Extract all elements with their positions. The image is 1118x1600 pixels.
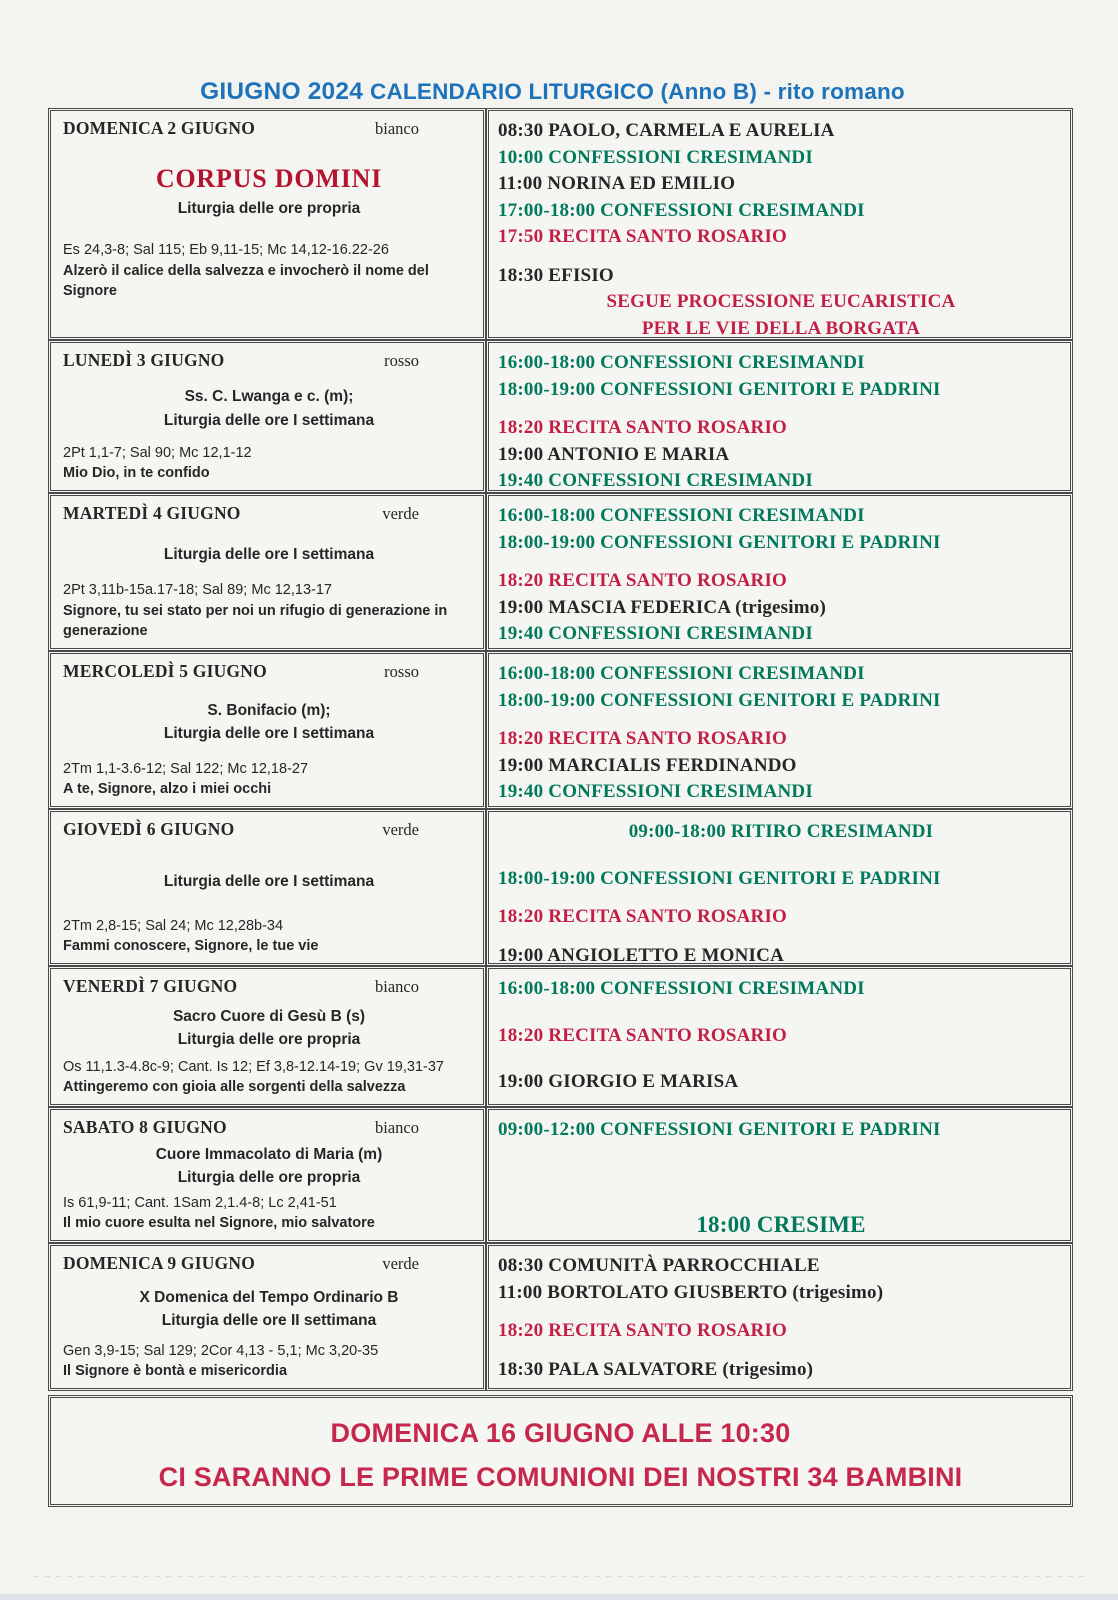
day-header <box>63 976 475 997</box>
spacer <box>63 1274 475 1286</box>
schedule-entry: 19:40 CONFESSIONI CRESIMANDI <box>498 781 813 802</box>
day-header <box>63 503 475 524</box>
day-name: SABATO 8 GIUGNO <box>63 1117 227 1137</box>
day-info-cell <box>48 108 486 340</box>
banner-wrap <box>48 1393 1073 1507</box>
readings-line: Es 24,3-8; Sal 115; Eb 9,11-15; Mc 14,12-16.22-26 <box>63 242 389 259</box>
celebration-line: X Domenica del Tempo Ordinario B <box>139 1288 399 1306</box>
celebration-line: Liturgia delle ore I settimana <box>163 411 375 429</box>
readings-block <box>63 759 475 800</box>
day-schedule-cell <box>486 108 1073 340</box>
schedule-entry: PER LE VIE DELLA BORGATA <box>641 317 921 339</box>
scan-artifact-line <box>34 1576 1084 1577</box>
celebration-line: Liturgia delle ore propria <box>177 1030 361 1048</box>
schedule-entry: 09:00-12:00 CONFESSIONI GENITORI E PADRINI <box>498 1119 941 1140</box>
schedule-entry: 18:00-19:00 CONFESSIONI GENITORI E PADRINI <box>498 689 941 711</box>
readings-block <box>63 443 475 484</box>
day-liturgical-color: verde <box>382 504 419 523</box>
readings-block <box>63 1341 475 1382</box>
schedule-entry: 18:20 RECITA SANTO ROSARIO <box>498 1024 788 1046</box>
schedule-entry: SEGUE PROCESSIONE EUCARISTICA <box>606 291 956 312</box>
celebration-block <box>63 1143 475 1190</box>
day-row <box>48 1243 1073 1391</box>
schedule-entry: 11:00 NORINA ED EMILIO <box>498 173 736 194</box>
readings-line: 2Pt 1,1-7; Sal 90; Mc 12,1-12 <box>63 444 252 461</box>
schedule-entry: 18:00 CRESIME <box>696 1211 866 1237</box>
celebration-line: S. Bonifacio (m); <box>207 702 331 720</box>
celebration-block <box>63 1005 475 1052</box>
day-liturgical-color: bianco <box>375 977 419 996</box>
day-header <box>63 661 475 682</box>
schedule-entry: 16:00-18:00 CONFESSIONI CRESIMANDI <box>498 352 865 373</box>
celebration-line: Liturgia delle ore I settimana <box>163 872 375 890</box>
schedule-entry: 18:20 RECITA SANTO ROSARIO <box>498 417 788 438</box>
celebration-block <box>63 197 475 220</box>
spacer <box>63 746 475 759</box>
day-schedule-cell <box>486 340 1073 493</box>
day-liturgical-color: rosso <box>384 351 419 370</box>
day-schedule-cell <box>486 493 1073 651</box>
schedule-entry: 19:00 MARCIALIS FERDINANDO <box>498 754 797 776</box>
schedule-entry: 19:00 ANTONIO E MARIA <box>498 443 730 465</box>
schedule-entry: 08:30 PAOLO, CARMELA E AURELIA <box>498 120 835 141</box>
day-name: LUNEDÌ 3 GIUGNO <box>63 350 225 370</box>
day-name: DOMENICA 9 GIUGNO <box>63 1253 256 1273</box>
schedule-entry: 18:00-19:00 CONFESSIONI GENITORI E PADRINI <box>498 867 941 889</box>
celebration-block <box>63 1286 475 1333</box>
day-name: DOMENICA 2 GIUGNO <box>63 118 256 138</box>
spacer <box>63 432 475 443</box>
day-liturgical-color: bianco <box>375 119 419 138</box>
celebration-block <box>63 543 475 566</box>
schedule-entry: 11:00 BORTOLATO GIUSBERTO (trigesimo) <box>498 1281 884 1303</box>
schedule-entry: 19:40 CONFESSIONI CRESIMANDI <box>498 470 813 491</box>
day-liturgical-color: bianco <box>375 1118 419 1137</box>
response-line: Signore, tu sei stato per noi un rifugio di generazione in generazione <box>63 602 448 640</box>
day-liturgical-color: verde <box>382 1254 419 1273</box>
readings-block <box>63 1057 475 1098</box>
response-line: Mio Dio, in te confido <box>63 465 210 482</box>
celebration-line: Sacro Cuore di Gesù B (s) <box>172 1007 366 1025</box>
day-schedule-cell <box>486 1107 1073 1243</box>
spacer <box>63 524 475 543</box>
spacer <box>63 139 475 164</box>
schedule-entry: 18:20 RECITA SANTO ROSARIO <box>498 1320 788 1341</box>
schedule-entry: 16:00-18:00 CONFESSIONI CRESIMANDI <box>498 978 865 999</box>
spacer <box>63 1332 475 1341</box>
schedule-entry: 09:00-18:00 RITIRO CRESIMANDI <box>628 821 934 842</box>
schedule-entry: 10:00 CONFESSIONI CRESIMANDI <box>498 146 813 168</box>
readings-line: Gen 3,9-15; Sal 129; 2Cor 4,13 - 5,1; Mc 3,20-35 <box>63 1342 379 1359</box>
schedule-entry: 16:00-18:00 CONFESSIONI CRESIMANDI <box>498 505 865 526</box>
day-name: MARTEDÌ 4 GIUGNO <box>63 503 241 523</box>
readings-line: Is 61,9-11; Cant. 1Sam 2,1.4-8; Lc 2,41-51 <box>63 1194 337 1211</box>
celebration-line: Liturgia delle ore propria <box>177 200 361 218</box>
feast-title: CORPUS DOMINI <box>155 164 383 194</box>
day-row <box>48 809 1073 966</box>
day-name: MERCOLEDÌ 5 GIUGNO <box>63 661 267 681</box>
schedule-entry: 17:00-18:00 CONFESSIONI CRESIMANDI <box>498 199 865 221</box>
readings-line: Os 11,1.3-4.8c-9; Cant. Is 12; Ef 3,8-12.14-19; Gv 19,31-37 <box>63 1058 444 1075</box>
day-schedule-cell <box>486 1243 1073 1391</box>
readings-line: 2Tm 2,8-15; Sal 24; Mc 12,28b-34 <box>63 917 284 934</box>
day-info-cell <box>48 1243 486 1391</box>
schedule-entry: 18:00-19:00 CONFESSIONI GENITORI E PADRINI <box>498 378 941 400</box>
response-line: Alzerò il calice della salvezza e invocherò il nome del Signore <box>63 262 429 300</box>
response-line: Fammi conoscere, Signore, le tue vie <box>63 938 319 955</box>
day-info-cell <box>48 651 486 809</box>
schedule-entry: 18:30 PALA SALVATORE (trigesimo) <box>498 1358 814 1380</box>
response-line: Il mio cuore esulta nel Signore, mio salvatore <box>63 1215 375 1232</box>
day-schedule-cell <box>486 651 1073 809</box>
day-name: GIOVEDÌ 6 GIUGNO <box>63 819 235 839</box>
schedule-entry: 18:20 RECITA SANTO ROSARIO <box>498 570 788 591</box>
schedule-entry: 08:30 COMUNITÀ PARROCCHIALE <box>498 1255 820 1276</box>
celebration-block <box>63 699 475 746</box>
day-header <box>63 118 475 139</box>
celebration-block <box>63 385 475 432</box>
schedule-entry: 16:00-18:00 CONFESSIONI CRESIMANDI <box>498 663 865 684</box>
spacer <box>63 997 475 1005</box>
spacer <box>63 840 475 870</box>
celebration-line: Cuore Immacolato di Maria (m) <box>155 1145 383 1163</box>
scan-edge-band <box>0 1594 1118 1600</box>
schedule-entry: 19:40 CONFESSIONI CRESIMANDI <box>498 623 813 644</box>
page-title <box>40 78 1065 106</box>
readings-block <box>63 1193 475 1234</box>
readings-block <box>63 240 475 302</box>
calendar-table <box>48 108 1073 1391</box>
day-header <box>63 1117 475 1138</box>
title-rest: CALENDARIO LITURGICO (Anno B) - rito romano <box>370 79 905 104</box>
spacer <box>63 302 475 331</box>
celebration-line: Ss. C. Lwanga e c. (m); <box>184 388 354 406</box>
readings-block <box>63 916 475 957</box>
day-header <box>63 1253 475 1274</box>
readings-line: 2Pt 3,11b-15a.17-18; Sal 89; Mc 12,13-17 <box>63 582 332 599</box>
banner-line-2: CI SARANNO LE PRIME COMUNIONI DEI NOSTRI 34 BAMBINI <box>158 1462 963 1492</box>
day-schedule-cell <box>486 966 1073 1107</box>
day-row <box>48 1107 1073 1243</box>
spacer <box>63 566 475 580</box>
spacer <box>63 371 475 385</box>
day-liturgical-color: verde <box>382 820 419 839</box>
day-info-cell <box>48 493 486 651</box>
readings-line: 2Tm 1,1-3.6-12; Sal 122; Mc 12,18-27 <box>63 760 309 777</box>
announcement-banner <box>48 1395 1073 1507</box>
day-row <box>48 108 1073 340</box>
celebration-block <box>63 870 475 893</box>
day-info-cell <box>48 1107 486 1243</box>
schedule-entry: 18:20 RECITA SANTO ROSARIO <box>498 906 788 927</box>
day-info-cell <box>48 340 486 493</box>
day-header <box>63 819 475 840</box>
day-name: VENERDÌ 7 GIUGNO <box>63 976 238 996</box>
celebration-line: Liturgia delle ore I settimana <box>163 545 375 563</box>
schedule-entry: 18:00-19:00 CONFESSIONI GENITORI E PADRINI <box>498 531 941 553</box>
schedule-entry: 19:00 GIORGIO E MARISA <box>498 1071 739 1092</box>
title-month: GIUGNO 2024 <box>200 78 371 105</box>
celebration-line: Liturgia delle ore II settimana <box>161 1311 377 1329</box>
day-liturgical-color: rosso <box>384 662 419 681</box>
day-row <box>48 493 1073 651</box>
celebration-line: Liturgia delle ore propria <box>177 1168 361 1186</box>
response-line: A te, Signore, alzo i miei occhi <box>63 781 272 798</box>
readings-block <box>63 580 475 642</box>
schedule-entry: 18:30 EFISIO <box>498 264 614 286</box>
spacer <box>63 682 475 699</box>
day-row <box>48 340 1073 493</box>
celebration-line: Liturgia delle ore I settimana <box>163 725 375 743</box>
response-line: Il Signore è bontà e misericordia <box>63 1363 288 1380</box>
day-row <box>48 651 1073 809</box>
spacer <box>63 893 475 916</box>
response-line: Attingeremo con gioia alle sorgenti della salvezza <box>63 1079 406 1096</box>
schedule-entry: 19:00 ANGIOLETTO E MONICA <box>498 944 784 966</box>
schedule-entry: 18:20 RECITA SANTO ROSARIO <box>498 728 788 749</box>
day-row <box>48 966 1073 1107</box>
schedule-entry: 17:50 RECITA SANTO ROSARIO <box>498 226 788 247</box>
schedule-entry: 19:00 MASCIA FEDERICA (trigesimo) <box>498 596 826 618</box>
day-info-cell <box>48 809 486 966</box>
banner-line-1: DOMENICA 16 GIUGNO ALLE 10:30 <box>330 1418 791 1448</box>
day-header <box>63 350 475 371</box>
day-info-cell <box>48 966 486 1107</box>
day-schedule-cell <box>486 809 1073 966</box>
spacer <box>63 221 475 240</box>
